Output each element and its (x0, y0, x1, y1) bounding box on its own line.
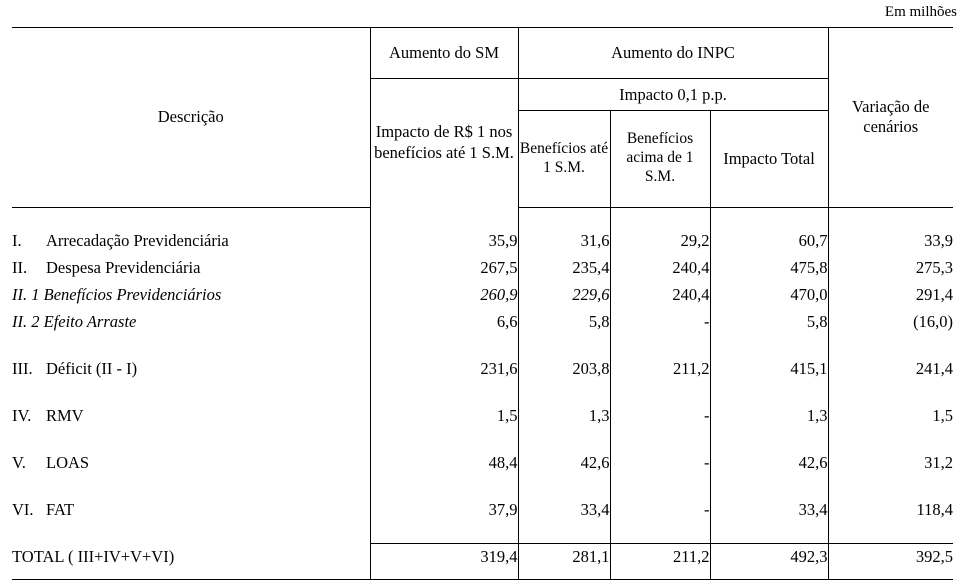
row-value: 37,9 (370, 497, 518, 524)
spacer-cell (610, 336, 710, 356)
row-text: Despesa Previdenciária (46, 258, 201, 277)
header-impacto-total: Impacto Total (710, 111, 828, 207)
row-text: LOAS (46, 453, 90, 472)
spacer-row (12, 207, 953, 228)
header-aumento-sm: Aumento do SM (370, 28, 518, 79)
row-value: - (610, 450, 710, 477)
spacer-cell (710, 430, 828, 450)
table-row (12, 228, 953, 255)
header-beneficios-ate-1sm: Benefícios até 1 S.M. (518, 111, 610, 207)
row-value: 42,6 (710, 450, 828, 477)
row-value: - (610, 403, 710, 430)
spacer-cell (710, 383, 828, 403)
spacer-cell (518, 336, 610, 356)
spacer-row (12, 477, 953, 497)
spacer-cell (828, 430, 953, 450)
spacer-cell (828, 524, 953, 544)
row-value: 241,4 (828, 356, 953, 383)
row-value: 118,4 (828, 497, 953, 524)
header-variacao-cenarios: Variação de cenários (828, 28, 953, 208)
table-header (12, 28, 953, 208)
spacer-cell (370, 207, 518, 228)
row-label (12, 497, 370, 524)
row-value: 60,7 (710, 228, 828, 255)
table-row (12, 403, 953, 430)
spacer-cell (828, 477, 953, 497)
spacer-cell (828, 336, 953, 356)
row-value: 1,5 (370, 403, 518, 430)
table-row (12, 255, 953, 282)
spacer-cell (370, 477, 518, 497)
spacer-cell (370, 524, 518, 544)
total-row (12, 544, 953, 571)
total-value: 211,2 (610, 544, 710, 571)
spacer-cell (518, 383, 610, 403)
table-row (12, 450, 953, 477)
row-numeral: V. (12, 453, 26, 472)
spacer-cell (370, 336, 518, 356)
row-text: Déficit (II - I) (46, 359, 138, 378)
row-value: 48,4 (370, 450, 518, 477)
spacer-cell (518, 430, 610, 450)
spacer-cell (12, 524, 370, 544)
spacer-cell (710, 207, 828, 228)
row-numeral: II. (12, 258, 28, 277)
row-value: 475,8 (710, 255, 828, 282)
spacer-cell (12, 477, 370, 497)
row-label (12, 228, 370, 255)
spacer-cell (12, 207, 370, 228)
row-value: 203,8 (518, 356, 610, 383)
row-value: 260,9 (370, 282, 518, 309)
row-value: 291,4 (828, 282, 953, 309)
row-text: FAT (46, 500, 75, 519)
row-label (12, 356, 370, 383)
total-value: 392,5 (828, 544, 953, 571)
row-value: - (610, 309, 710, 336)
spacer-row (12, 524, 953, 544)
row-value: 211,2 (610, 356, 710, 383)
spacer-cell (610, 430, 710, 450)
header-descricao: Descrição (12, 28, 370, 208)
spacer-cell (12, 336, 370, 356)
row-value: 1,3 (710, 403, 828, 430)
row-value: 229,6 (518, 282, 610, 309)
spacer-cell (710, 524, 828, 544)
spacer-cell (710, 477, 828, 497)
table-row (12, 282, 953, 309)
row-value: 240,4 (610, 255, 710, 282)
row-value: 35,9 (370, 228, 518, 255)
spacer-cell (610, 524, 710, 544)
spacer-row (12, 336, 953, 356)
row-value: 1,3 (518, 403, 610, 430)
row-value: 275,3 (828, 255, 953, 282)
header-impacto-rs1: Impacto de R$ 1 nos benefícios até 1 S.M. (370, 79, 518, 208)
units-note: Em milhões (884, 4, 957, 20)
row-label: II. 1 Benefícios Previdenciários (12, 285, 222, 304)
row-value: 5,8 (710, 309, 828, 336)
spacer-cell (610, 477, 710, 497)
spacer-cell (12, 383, 370, 403)
row-value: 29,2 (610, 228, 710, 255)
row-value: 33,4 (710, 497, 828, 524)
impact-table (12, 27, 953, 580)
spacer-cell (370, 383, 518, 403)
total-value: 492,3 (710, 544, 828, 571)
row-numeral: VI. (12, 500, 34, 519)
row-value: - (610, 497, 710, 524)
row-value: 240,4 (610, 282, 710, 309)
row-value: 231,6 (370, 356, 518, 383)
table-body (12, 207, 953, 579)
row-numeral: IV. (12, 406, 32, 425)
row-value: 415,1 (710, 356, 828, 383)
spacer-cell (610, 383, 710, 403)
total-value: 319,4 (370, 544, 518, 571)
row-numeral: III. (12, 359, 33, 378)
spacer-cell (518, 207, 610, 228)
spacer-cell (518, 524, 610, 544)
row-value: 5,8 (518, 309, 610, 336)
row-label (12, 450, 370, 477)
row-text: RMV (46, 406, 84, 425)
total-value: 281,1 (518, 544, 610, 571)
row-value: 33,9 (828, 228, 953, 255)
table-row (12, 497, 953, 524)
spacer-cell (610, 207, 710, 228)
header-aumento-inpc: Aumento do INPC (518, 28, 828, 79)
row-label (12, 255, 370, 282)
spacer-row (12, 430, 953, 450)
spacer-cell (518, 477, 610, 497)
row-value: 42,6 (518, 450, 610, 477)
spacer-row (12, 383, 953, 403)
row-value: 235,4 (518, 255, 610, 282)
row-value: 470,0 (710, 282, 828, 309)
header-beneficios-acima-1sm: Benefícios acima de 1 S.M. (610, 111, 710, 207)
row-value: (16,0) (828, 309, 953, 336)
spacer-cell (828, 207, 953, 228)
spacer-cell (12, 430, 370, 450)
spacer-cell (370, 430, 518, 450)
row-value: 31,6 (518, 228, 610, 255)
row-text: Arrecadação Previdenciária (46, 231, 229, 250)
row-numeral: I. (12, 231, 22, 250)
row-value: 6,6 (370, 309, 518, 336)
row-value: 33,4 (518, 497, 610, 524)
total-label: TOTAL ( III+IV+V+VI) (12, 547, 175, 566)
header-impacto-01pp: Impacto 0,1 p.p. (518, 79, 828, 111)
row-value: 267,5 (370, 255, 518, 282)
row-value: 1,5 (828, 403, 953, 430)
spacer-cell (710, 336, 828, 356)
spacer-cell (828, 383, 953, 403)
table-row (12, 309, 953, 336)
row-label (12, 403, 370, 430)
table-row (12, 356, 953, 383)
row-value: 31,2 (828, 450, 953, 477)
row-label: II. 2 Efeito Arraste (12, 312, 137, 331)
